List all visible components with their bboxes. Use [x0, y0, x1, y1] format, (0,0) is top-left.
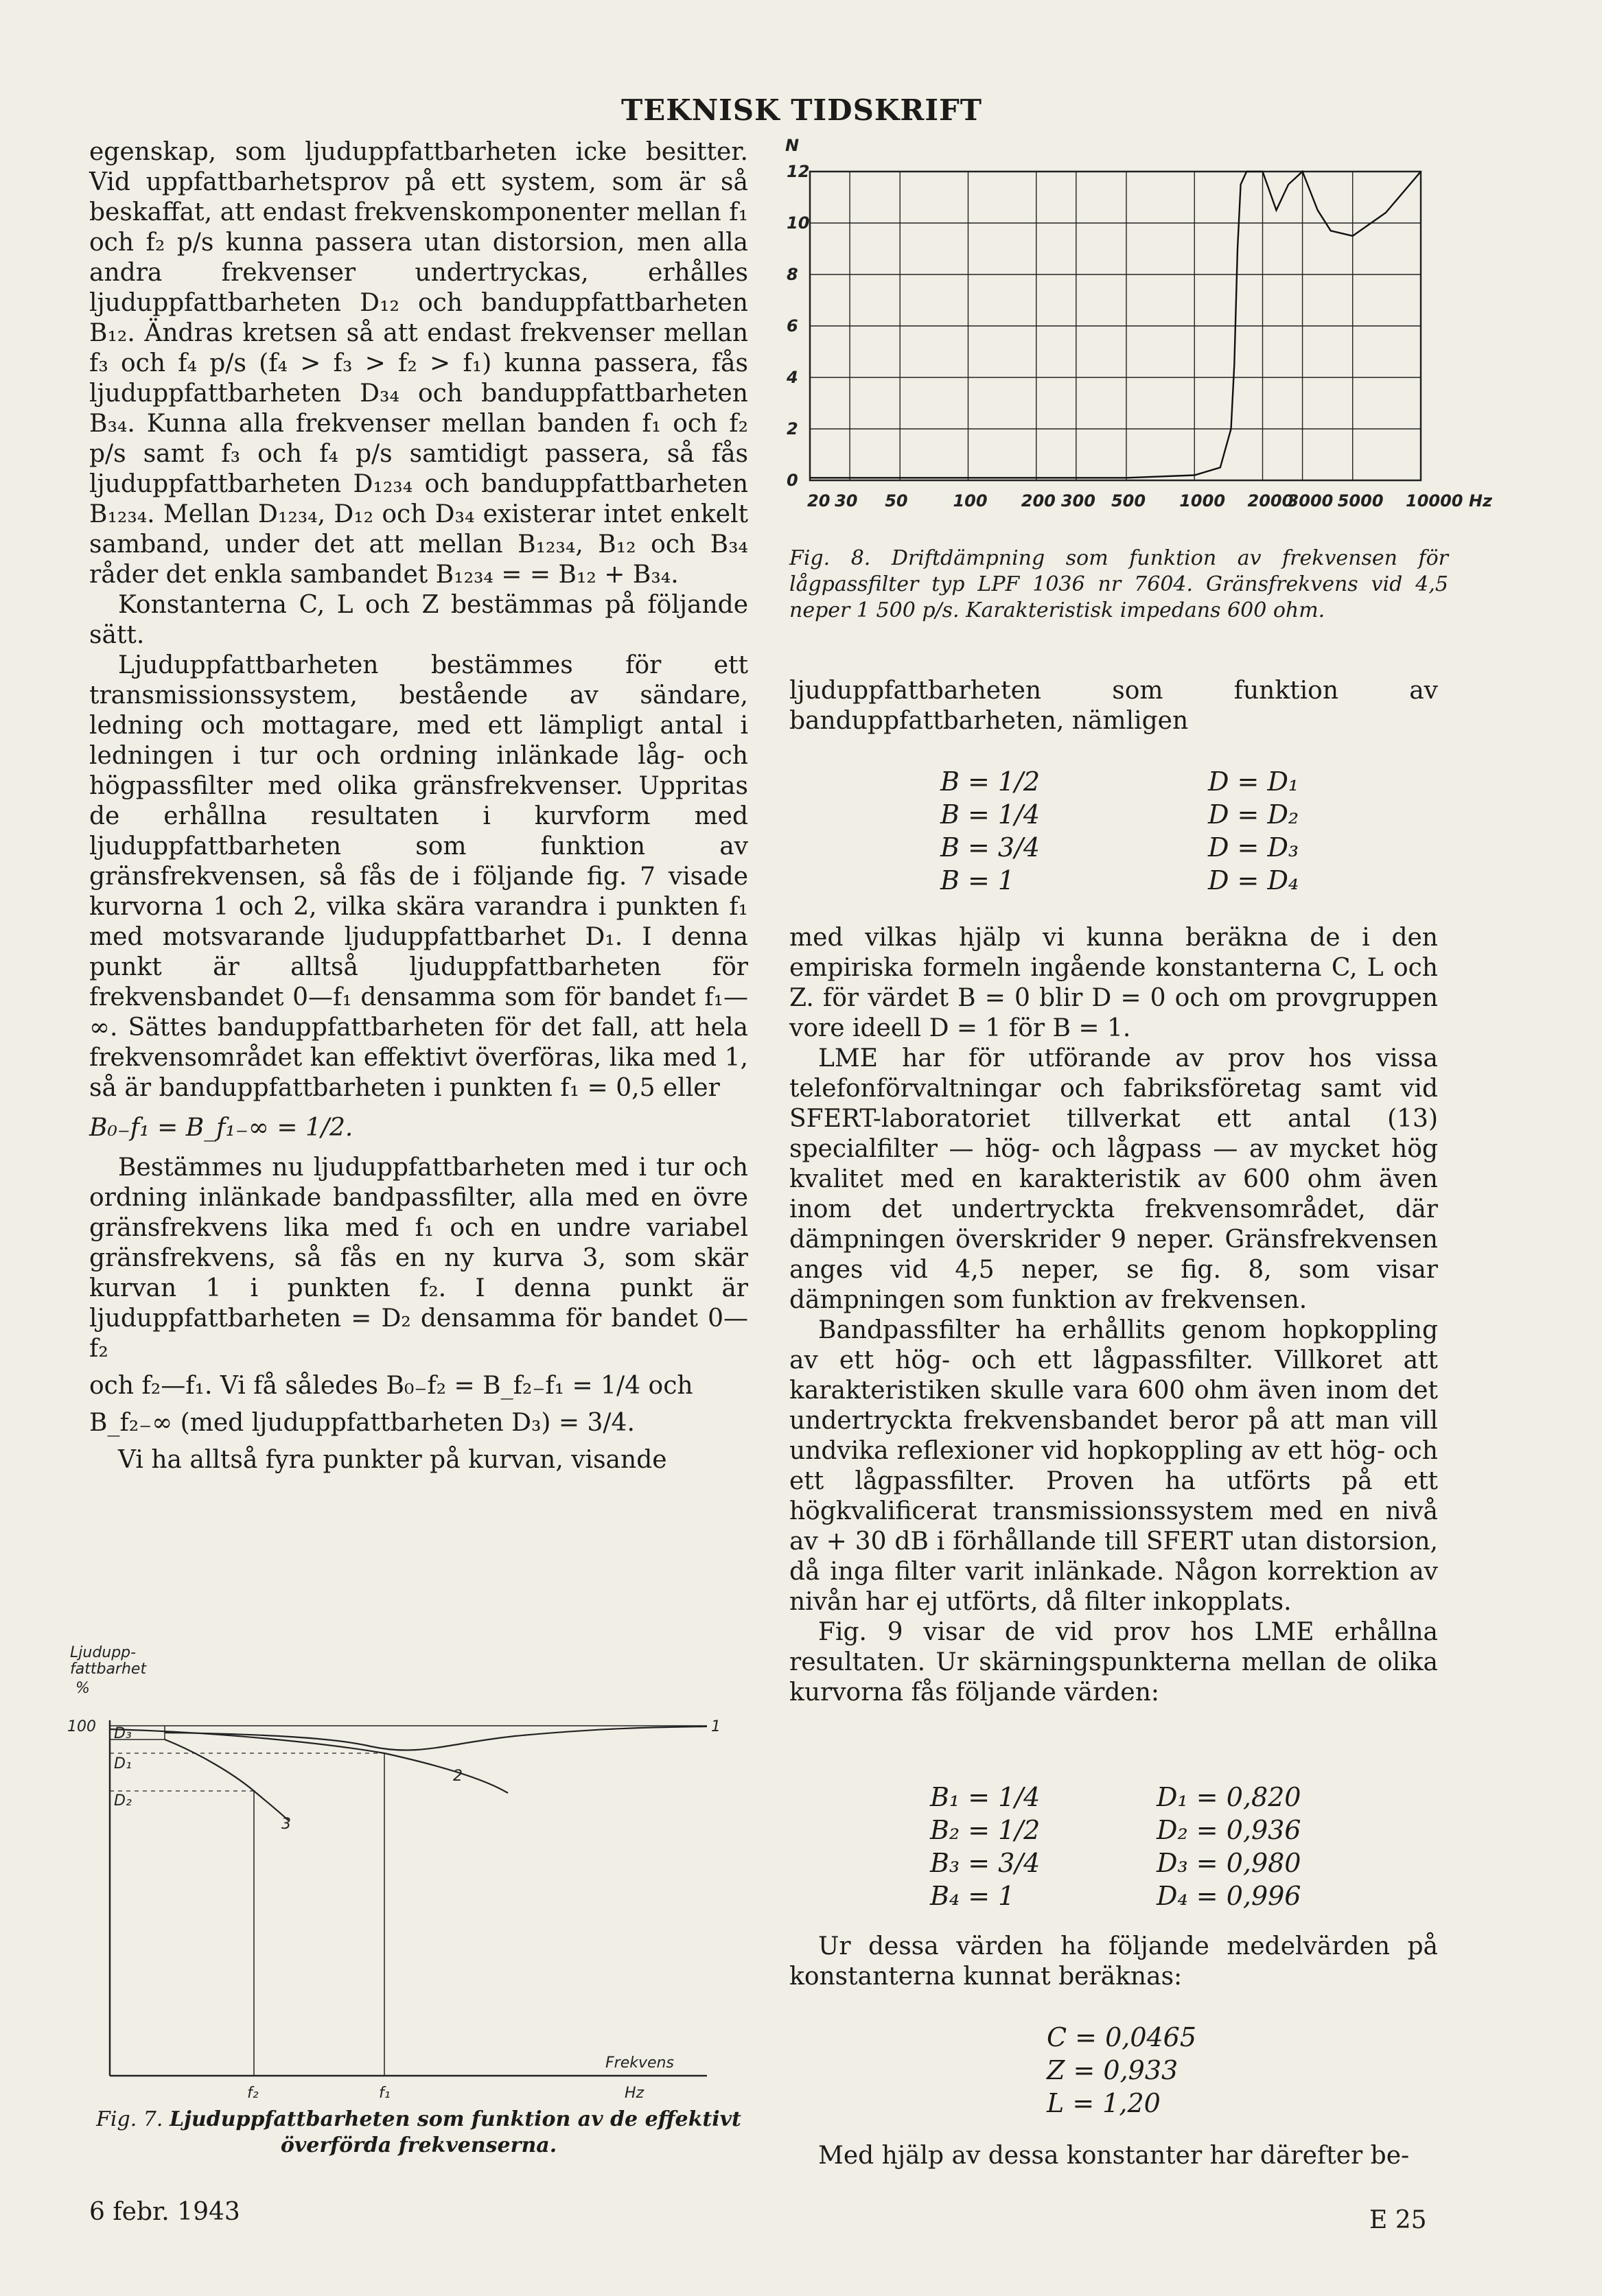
fig8-series-line [810, 172, 1421, 478]
paragraph: LME har för utförande av prov hos vissa telefonförvaltningar och fabriksföretag samt vid SFERT-laboratoriet tillverkat ett antal (13) specialfilter — hög- och lågpass — av mycket hög kvalitet med en karakteristik av 600 ohm även inom det undertryckta frekvensområdet, där dämpningen överskrider 9 neper. Gränsfrekvensen anges vid 4,5 neper, se fig. 8, som visar dämpningen som funktion av frekvensen. [789, 1044, 1438, 1314]
fig8-x-tick-label: 2000 [1247, 491, 1294, 511]
fig8-caption-text: Driftdämpning som funktion av frekvensen för lågpassfilter typ LPF 1036 nr 7604. Gränsfrekvens vid 4,5 neper 1 500 p/s. Karakteristisk impedans 600 ohm. [789, 546, 1448, 622]
fig7-y-label-1: Ljudupp- [70, 1644, 137, 1661]
fig7-caption-prefix: Fig. 7. [96, 2107, 163, 2131]
left-column [89, 137, 748, 1475]
table-row: B = 3/4 D = D₃ [940, 832, 1299, 863]
right-column-tail [789, 1932, 1438, 1992]
fig8-x-tick-label: 1000 [1179, 491, 1226, 511]
fig7-x-unit: Hz [625, 2085, 645, 2102]
fig7-level-d1: D₁ [114, 1755, 132, 1772]
footer-date: 6 febr. 1943 [89, 2198, 240, 2226]
fig7-level-d3: D₃ [114, 1725, 132, 1742]
constant-z: Z = 0,933 [1047, 2055, 1179, 2085]
table-row: B₂ = 1/2 D₂ = 0,936 [930, 1815, 1301, 1845]
fig8-y-tick-label: 4 [787, 368, 798, 387]
fig7-y-unit: % [76, 1680, 90, 1697]
table-row: B₃ = 3/4 D₃ = 0,980 [930, 1848, 1301, 1878]
fig7-curve-1 [165, 1726, 707, 1750]
table-row: B₄ = 1 D₄ = 0,996 [930, 1881, 1301, 1911]
paragraph: Bandpassfilter ha erhållits genom hopkoppling av ett hög- och ett lågpassfilter. Villkoret att karakteristiken skulle vara 600 ohm även inom det undertryckta frekvensbandet beror på att man vill undvika reflexioner vid hopkoppling av ett hög- och ett lågpassfilter. Proven ha utförts på ett högkvalificerat transmissionssystem med en nivå av + 30 dB i förhållande till SFERT utan distorsion, då inga filter varit inlänkade. Någon korrektion av nivån har ej utförts, då filter inkopplats. [789, 1316, 1438, 1616]
paragraph: Med hjälp av dessa konstanter har därefter be- [818, 2142, 1410, 2170]
table-row: B = 1/4 D = D₂ [940, 799, 1299, 830]
fig8-x-tick-label: 5000 [1337, 491, 1384, 511]
paragraph: Vi ha alltså fyra punkter på kurvan, visande [118, 1446, 667, 1474]
fig7-level-d2: D₂ [114, 1792, 132, 1809]
journal-header: TEKNISK TIDSKRIFT [621, 93, 983, 127]
fig8-y-axis-label: N [785, 136, 800, 155]
fig7-y-label-2: fattbarhet [70, 1661, 147, 1678]
fig7-curve-label-1: 1 [711, 1718, 721, 1735]
fig7-x-tick-f1: f₁ [379, 2085, 391, 2102]
footer-page: E 25 [1369, 2206, 1427, 2234]
table-row: B₁ = 1/4 D₁ = 0,820 [930, 1782, 1301, 1812]
figure-7 [62, 1643, 748, 2110]
fig7-x-label: Frekvens [605, 2054, 674, 2072]
fig8-x-tick-label: 3000 [1287, 491, 1334, 511]
fig7-y-tick: 100 [67, 1718, 96, 1735]
paragraph: Ur dessa värden ha följande medelvärden på konstanterna kunnat beräknas: [789, 1932, 1438, 1991]
fig8-y-tick-label: 6 [787, 316, 798, 336]
fig8-x-tick-label: 300 [1060, 491, 1095, 511]
right-column-last [789, 2141, 1438, 2171]
equation: och f₂—f₁. Vi få således B₀₋f₂ = B_f₂₋f₁ = 1/4 och [89, 1372, 693, 1400]
fig8-y-tick-label: 10 [787, 213, 810, 233]
fig7-curve-label-2: 2 [453, 1768, 463, 1785]
fig7-x-tick-f2: f₂ [247, 2085, 259, 2102]
fig8-y-tick-label: 8 [787, 265, 798, 284]
fig7-curve-label-3: 3 [281, 1816, 291, 1833]
paragraph: ljuduppfattbarheten som funktion av banduppfattbarheten, nämligen [789, 677, 1438, 735]
constants-block [1047, 2021, 1196, 2120]
right-column [789, 676, 1438, 736]
fig8-caption-prefix: Fig. 8. [789, 546, 871, 570]
table-b-d [940, 765, 1299, 897]
table-row: B = 1 D = D₄ [940, 865, 1299, 895]
fig8-x-tick-label: 10000 Hz [1406, 491, 1492, 511]
fig8-x-tick-label: 500 [1111, 491, 1146, 511]
paragraph: Konstanterna C, L och Z bestämmas på följande sätt. [89, 591, 748, 649]
equation: B_f₂₋∞ (med ljuduppfattbarheten D₃) = 3/4. [89, 1409, 635, 1437]
fig8-x-tick-label: 20 [807, 491, 831, 511]
paragraph: Bestämmes nu ljuduppfattbarheten med i tur och ordning inlänkade bandpassfilter, alla med en övre gränsfrekvens lika med f₁ och en undre variabel gränsfrekvens, så fås en ny kurva 3, som skär kurvan 1 i punkten f₂. I denna punkt är ljuduppfattbarheten = D₂ densamma för bandet 0—f₂ [89, 1153, 748, 1363]
constant-c: C = 0,0465 [1047, 2022, 1197, 2052]
fig8-x-tick-label: 30 [835, 491, 858, 511]
fig7-caption [89, 2107, 748, 2159]
equation: B₀₋f₁ = B_f₁₋∞ = 1/2. [89, 1114, 353, 1142]
constant-l: L = 1,20 [1047, 2088, 1161, 2118]
paragraph: egenskap, som ljuduppfattbarheten icke besitter. Vid uppfattbarhetsprov på ett system, som är så beskaffat, att endast frekvenskomponenter mellan f₁ och f₂ p/s kunna passera utan distorsion, men alla andra frekvenser undertryckas, erhålles ljuduppfattbarheten D₁₂ och banduppfattbarheten B₁₂. Ändras kretsen så att endast frekvenser mellan f₃ och f₄ p/s (f₄ > f₃ > f₂ > f₁) kunna passera, fås ljuduppfattbarheten D₃₄ och banduppfattbarheten B₃₄. Kunna alla frekvenser mellan banden f₁ och f₂ p/s samt f₃ och f₄ p/s samtidigt passera, så fås ljuduppfattbarheten D₁₂₃₄ och banduppfattbarheten B₁₂₃₄. Mellan D₁₂₃₄, D₁₂ och D₃₄ existerar intet enkelt samband, under det att mellan B₁₂₃₄, B₁₂ och B₃₄ råder det enkla sambandet B₁₂₃₄ = = B₁₂ + B₃₄. [89, 138, 748, 589]
paragraph: Ljuduppfattbarheten bestämmes för ett transmissionssystem, bestående av sändare, ledning och mottagare, med ett lämpligt antal i ledningen i tur och ordning inlänkade låg- och högpassfilter med olika gränsfrekvenser. Uppritas de erhållna resultaten i kurvform med ljuduppfattbarheten som funktion av gränsfrekvensen, så fås de i följande fig. 7 visade kurvorna 1 och 2, vilka skära varandra i punkten f₁ med motsvarande ljuduppfattbarhet D₁. I denna punkt är alltså ljuduppfattbarheten för frekvensbandet 0—f₁ densamma som för bandet f₁—∞. Sättes banduppfattbarheten för det fall, att hela frekvensområdet kan effektivt överföras, lika med 1, så är banduppfattbarheten i punkten f₁ = 0,5 eller [89, 651, 748, 1102]
table-row: B = 1/2 D = D₁ [940, 766, 1299, 797]
right-column-body [789, 923, 1438, 1708]
paragraph: Fig. 9 visar de vid prov hos LME erhållna resultaten. Ur skärningspunkterna mellan de olika kurvorna fås följande värden: [789, 1618, 1438, 1707]
fig7-caption-text: Ljuduppfattbarheten som funktion av de effektivt överförda frekvenserna. [169, 2107, 741, 2157]
fig8-x-tick-label: 200 [1021, 491, 1056, 511]
paragraph: med vilkas hjälp vi kunna beräkna de i den empiriska formeln ingående konstanterna C, L och Z. för värdet B = 0 blir D = 0 och om provgruppen vore ideell D = 1 för B = 1. [789, 924, 1438, 1042]
fig8-y-tick-label: 2 [787, 419, 798, 438]
fig7-curve-3 [165, 1739, 288, 1820]
figure-8 [782, 136, 1492, 522]
fig8-y-tick-label: 0 [787, 471, 798, 490]
fig8-caption [789, 546, 1448, 624]
fig8-y-tick-label: 12 [787, 162, 810, 181]
fig8-x-tick-label: 100 [953, 491, 988, 511]
table-b-d-values [930, 1781, 1301, 1912]
fig8-x-tick-label: 50 [885, 491, 908, 511]
